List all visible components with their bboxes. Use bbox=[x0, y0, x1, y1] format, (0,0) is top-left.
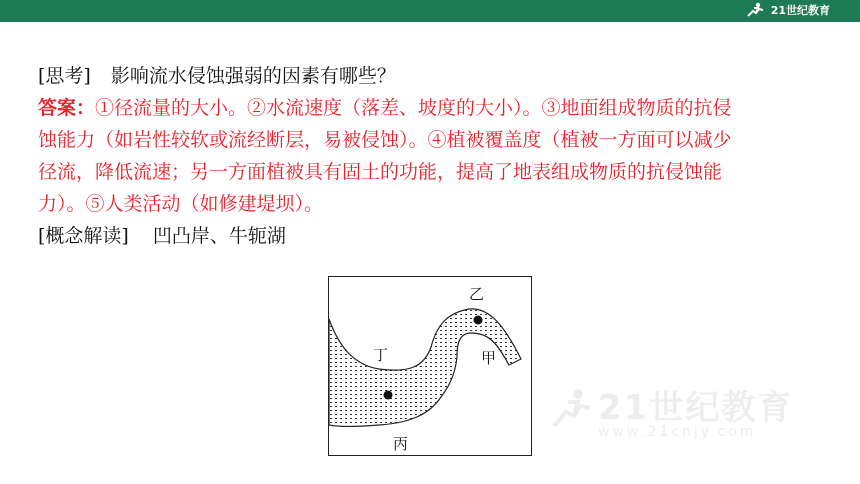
label-yi: 乙 bbox=[469, 285, 485, 303]
answer-line-4: 力）。⑤人类活动（如修建堤坝）。 bbox=[38, 193, 324, 215]
top-banner bbox=[0, 0, 860, 22]
runner-logo-icon bbox=[745, 2, 765, 18]
think-question: 影响流水侵蚀强弱的因素有哪些？ bbox=[110, 65, 396, 87]
watermark bbox=[550, 380, 820, 450]
slide-body bbox=[38, 60, 838, 252]
think-tag: [思考] bbox=[38, 65, 91, 87]
point-yi-dot bbox=[474, 316, 483, 325]
watermark-text: 21世纪教育 bbox=[598, 388, 794, 428]
concept-line bbox=[38, 220, 838, 252]
answer-label: 答案： bbox=[38, 97, 96, 119]
answer-line-1 bbox=[38, 92, 838, 124]
watermark-url: www.21cnjy.com bbox=[598, 424, 757, 440]
label-ding: 丁 bbox=[373, 346, 389, 364]
label-jia: 甲 bbox=[481, 349, 497, 367]
concept-tag: [概念解读] bbox=[38, 225, 129, 247]
answer-line-2: 蚀能力（如岩性较软或流经断层，易被侵蚀）。④植被覆盖度（植被一方面可以减少 bbox=[38, 129, 732, 151]
concept-text: 凹凸岸、牛轭湖 bbox=[152, 225, 286, 247]
site-logo bbox=[745, 2, 830, 18]
river-meander-diagram bbox=[328, 276, 532, 456]
label-bing: 丙 bbox=[393, 435, 409, 453]
answer-text-1: ①径流量的大小。②水流速度（落差、坡度的大小）。③地面组成物质的抗侵 bbox=[95, 97, 732, 119]
answer-line-3: 径流，降低流速；另一方面植被具有固土的功能，提高了地表组成物质的抗侵蚀能 bbox=[38, 161, 723, 183]
meander-svg bbox=[329, 277, 531, 455]
logo-text: 21世纪教育 bbox=[770, 4, 830, 17]
point-bing-dot bbox=[384, 391, 393, 400]
think-line bbox=[38, 60, 838, 92]
watermark-runner-icon bbox=[550, 386, 594, 430]
river-channel bbox=[329, 309, 521, 427]
